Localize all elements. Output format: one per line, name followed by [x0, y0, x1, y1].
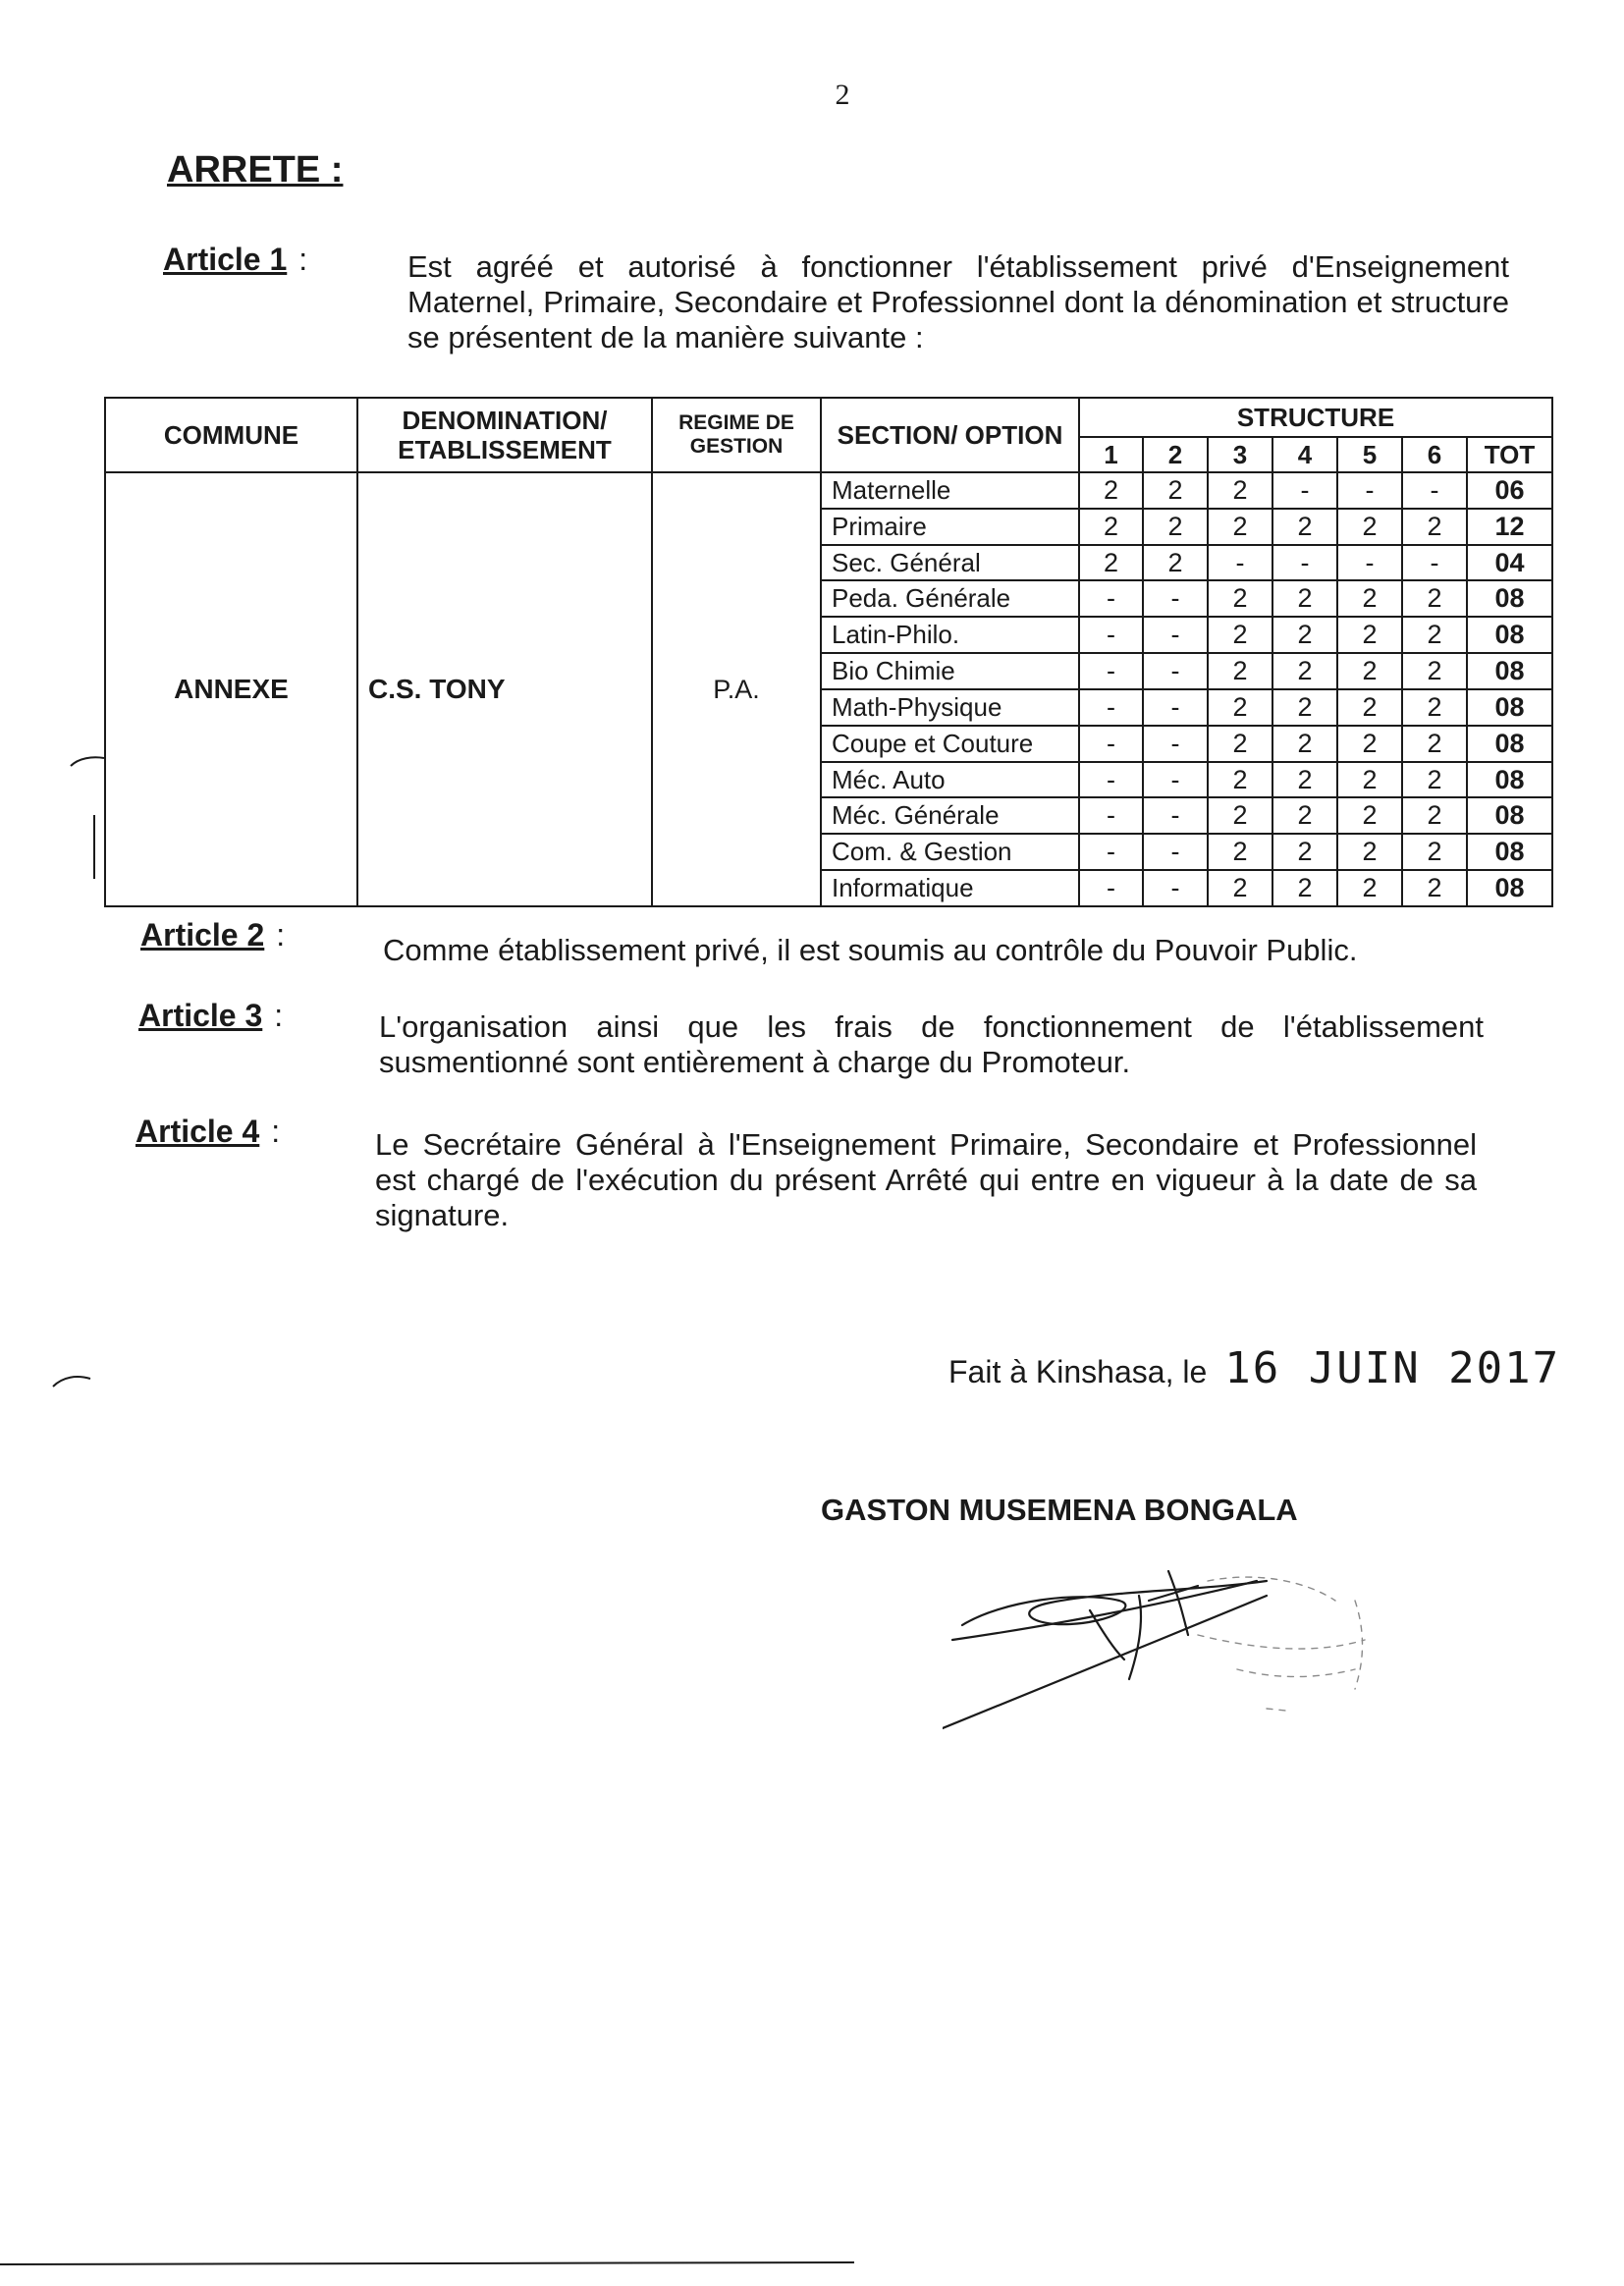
article-3-label: Article 3 : [138, 998, 284, 1033]
structure-cell: 2 [1337, 834, 1402, 870]
structure-cell: - [1208, 545, 1272, 581]
structure-cell: 2 [1337, 653, 1402, 689]
section-option-cell: Méc. Auto [821, 762, 1079, 798]
structure-cell: 2 [1272, 726, 1337, 762]
structure-cell: 2 [1337, 580, 1402, 617]
header-commune: COMMUNE [105, 398, 357, 472]
structure-cell: 2 [1272, 834, 1337, 870]
structure-cell: 2 [1337, 870, 1402, 906]
structure-cell: 2 [1402, 689, 1467, 726]
structure-cell: 2 [1208, 472, 1272, 509]
structure-cell: 2 [1402, 797, 1467, 834]
total-cell: 08 [1467, 870, 1552, 906]
structure-cell: - [1143, 797, 1208, 834]
section-option-cell: Bio Chimie [821, 653, 1079, 689]
structure-cell: - [1079, 653, 1143, 689]
section-option-cell: Peda. Générale [821, 580, 1079, 617]
total-cell: 08 [1467, 834, 1552, 870]
structure-cell: - [1079, 726, 1143, 762]
structure-cell: 2 [1337, 726, 1402, 762]
structure-cell: - [1272, 545, 1337, 581]
scan-bottom-line [0, 2259, 864, 2270]
scan-margin-mark [69, 746, 118, 884]
structure-cell: 2 [1402, 653, 1467, 689]
structure-cell: 2 [1208, 797, 1272, 834]
commune-cell: ANNEXE [105, 472, 357, 906]
page-number: 2 [835, 79, 850, 111]
total-cell: 08 [1467, 797, 1552, 834]
structure-cell: 2 [1208, 617, 1272, 653]
structure-cell: - [1079, 870, 1143, 906]
structure-cell: - [1337, 472, 1402, 509]
structure-cell: 2 [1208, 834, 1272, 870]
article-2-text: Comme établissement privé, il est soumis au contrôle du Pouvoir Public. [383, 933, 1358, 967]
scan-margin-mark [51, 1367, 100, 1396]
structure-cell: - [1272, 472, 1337, 509]
structure-cell: 2 [1208, 726, 1272, 762]
structure-cell: - [1337, 545, 1402, 581]
total-cell: 08 [1467, 689, 1552, 726]
section-option-cell: Latin-Philo. [821, 617, 1079, 653]
table-row [105, 472, 1552, 509]
article-1-label: Article 1 : [163, 242, 308, 277]
structure-cell: 2 [1208, 762, 1272, 798]
structure-cell: - [1402, 472, 1467, 509]
total-cell: 06 [1467, 472, 1552, 509]
denomination-cell: C.S. TONY [357, 472, 652, 906]
header-level: 2 [1143, 437, 1208, 472]
structure-cell: - [1143, 870, 1208, 906]
total-cell: 08 [1467, 580, 1552, 617]
section-option-cell: Primaire [821, 509, 1079, 545]
structure-cell: 2 [1143, 472, 1208, 509]
section-option-cell: Sec. Général [821, 545, 1079, 581]
structure-cell: - [1143, 834, 1208, 870]
structure-cell: - [1079, 762, 1143, 798]
structure-cell: 2 [1272, 509, 1337, 545]
structure-cell: 2 [1402, 509, 1467, 545]
decree-heading: ARRETE : [167, 149, 344, 190]
header-section: SECTION/ OPTION [821, 398, 1079, 472]
structure-cell: 2 [1079, 545, 1143, 581]
structure-cell: 2 [1337, 509, 1402, 545]
structure-cell: - [1402, 545, 1467, 581]
structure-cell: - [1079, 580, 1143, 617]
structure-cell: - [1079, 689, 1143, 726]
structure-cell: 2 [1402, 762, 1467, 798]
header-level: 3 [1208, 437, 1272, 472]
structure-cell: 2 [1337, 689, 1402, 726]
article-1-text: Est agréé et autorisé à fonctionner l'établissement privé d'Enseignement Maternel, Primaire, Secondaire et Professionnel dont la dénomination et structure se présentent de la manière suivante : [407, 249, 1509, 354]
header-level: 6 [1402, 437, 1467, 472]
handwritten-signature [943, 1542, 1453, 1738]
structure-cell: - [1079, 834, 1143, 870]
structure-cell: - [1079, 617, 1143, 653]
structure-cell: 2 [1402, 726, 1467, 762]
structure-cell: 2 [1337, 617, 1402, 653]
place-date [948, 1343, 1560, 1393]
structure-cell: 2 [1208, 870, 1272, 906]
structure-cell: 2 [1272, 580, 1337, 617]
place-date-prefix: Fait à Kinshasa, le [948, 1354, 1208, 1389]
structure-cell: 2 [1272, 617, 1337, 653]
header-denomination: DENOMINATION/ ETABLISSEMENT [357, 398, 652, 472]
structure-cell: 2 [1337, 762, 1402, 798]
structure-cell: 2 [1402, 870, 1467, 906]
structure-cell: - [1143, 762, 1208, 798]
structure-cell: 2 [1208, 580, 1272, 617]
article-2-label: Article 2 : [140, 917, 286, 952]
section-option-cell: Informatique [821, 870, 1079, 906]
total-cell: 08 [1467, 726, 1552, 762]
structure-cell: 2 [1143, 509, 1208, 545]
article-3-text: L'organisation ainsi que les frais de fonctionnement de l'établissement susmentionné sont entièrement à charge du Promoteur. [379, 1009, 1484, 1079]
structure-cell: 2 [1272, 762, 1337, 798]
structure-cell: - [1143, 726, 1208, 762]
signature-date: 16 JUIN 2017 [1224, 1343, 1561, 1393]
structure-cell: 2 [1208, 509, 1272, 545]
structure-cell: - [1143, 580, 1208, 617]
section-option-cell: Méc. Générale [821, 797, 1079, 834]
section-option-cell: Coupe et Couture [821, 726, 1079, 762]
structure-cell: - [1143, 689, 1208, 726]
header-regime: REGIME DE GESTION [652, 398, 821, 472]
header-level: 1 [1079, 437, 1143, 472]
structure-cell: 2 [1402, 834, 1467, 870]
header-level: 5 [1337, 437, 1402, 472]
total-cell: 04 [1467, 545, 1552, 581]
structure-cell: - [1143, 653, 1208, 689]
structure-cell: 2 [1208, 689, 1272, 726]
structure-cell: - [1143, 617, 1208, 653]
structure-cell: 2 [1337, 797, 1402, 834]
header-structure: STRUCTURE [1079, 398, 1552, 437]
total-cell: 12 [1467, 509, 1552, 545]
structure-cell: 2 [1079, 472, 1143, 509]
regime-cell: P.A. [652, 472, 821, 906]
structure-cell: 2 [1272, 797, 1337, 834]
total-cell: 08 [1467, 617, 1552, 653]
structure-cell: - [1079, 797, 1143, 834]
section-option-cell: Math-Physique [821, 689, 1079, 726]
structure-cell: 2 [1402, 580, 1467, 617]
structure-cell: 2 [1272, 653, 1337, 689]
article-4-label: Article 4 : [135, 1114, 281, 1149]
article-4-text: Le Secrétaire Général à l'Enseignement Primaire, Secondaire et Professionnel est chargé de l'exécution du présent Arrêté qui entre en vigueur à la date de sa signature. [375, 1127, 1477, 1232]
structure-cell: 2 [1272, 870, 1337, 906]
section-option-cell: Maternelle [821, 472, 1079, 509]
structure-cell: 2 [1079, 509, 1143, 545]
signatory-name: GASTON MUSEMENA BONGALA [821, 1493, 1298, 1527]
structure-table [104, 397, 1553, 907]
total-cell: 08 [1467, 762, 1552, 798]
structure-cell: 2 [1143, 545, 1208, 581]
structure-cell: 2 [1402, 617, 1467, 653]
structure-cell: 2 [1272, 689, 1337, 726]
header-level: 4 [1272, 437, 1337, 472]
section-option-cell: Com. & Gestion [821, 834, 1079, 870]
structure-cell: 2 [1208, 653, 1272, 689]
header-level: TOT [1467, 437, 1552, 472]
total-cell: 08 [1467, 653, 1552, 689]
